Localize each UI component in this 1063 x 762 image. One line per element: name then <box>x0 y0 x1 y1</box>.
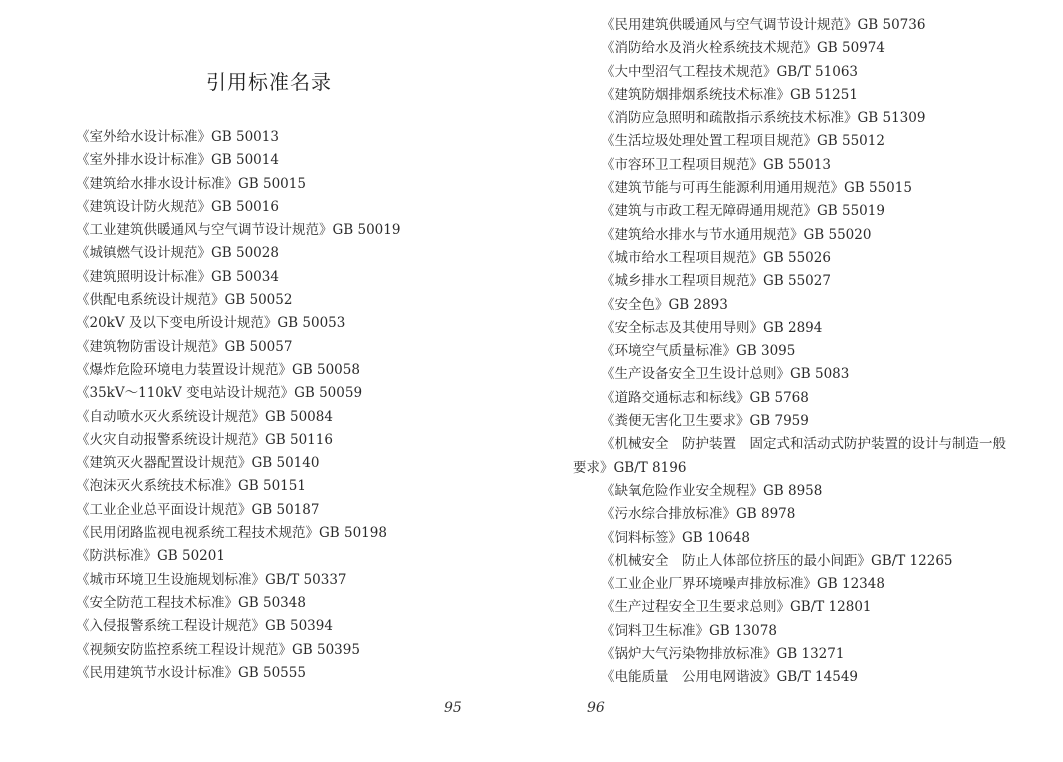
left-page <box>0 0 531 762</box>
list-item: 《机械安全 防止人体部位挤压的最小间距》GB/T 12265 <box>601 552 953 569</box>
list-item: 《自动喷水灭火系统设计规范》GB 50084 <box>76 408 333 425</box>
list-item: 《民用建筑节水设计标准》GB 50555 <box>76 664 306 681</box>
list-item: 《消防给水及消火栓系统技术规范》GB 50974 <box>601 40 885 57</box>
list-item: 《城市环境卫生设施规划标准》GB/T 50337 <box>76 571 347 588</box>
list-item: 《安全标志及其使用导则》GB 2894 <box>601 319 823 336</box>
standards-list-right <box>573 14 1041 690</box>
list-item: 《城市给水工程项目规范》GB 55026 <box>601 249 831 266</box>
list-item: 《建筑给水排水设计标准》GB 50015 <box>76 175 306 192</box>
page-title: 引用标准名录 <box>206 70 332 94</box>
standards-list-left <box>76 126 400 685</box>
page-number: 95 <box>444 700 462 716</box>
list-item: 《电能质量 公用电网谐波》GB/T 14549 <box>601 669 858 686</box>
list-item: 《市容环卫工程项目规范》GB 55013 <box>601 156 831 173</box>
list-item: 《建筑与市政工程无障碍通用规范》GB 55019 <box>601 203 885 220</box>
list-item: 《安全防范工程技术标准》GB 50348 <box>76 594 306 611</box>
list-item: 《机械安全 防护装置 固定式和活动式防护装置的设计与制造一般要求》GB/T 8196 <box>573 436 1006 476</box>
list-item: 《建筑物防雷设计规范》GB 50057 <box>76 338 293 355</box>
list-item: 《缺氧危险作业安全规程》GB 8958 <box>601 482 823 499</box>
list-item: 《防洪标准》GB 50201 <box>76 548 225 565</box>
list-item: 《室外给水设计标准》GB 50013 <box>76 129 279 145</box>
list-item: 《20kV 及以下变电所设计规范》GB 50053 <box>76 315 346 332</box>
list-item: 《民用闭路监视电视系统工程技术规范》GB 50198 <box>76 525 387 542</box>
list-item: 《火灾自动报警系统设计规范》GB 50116 <box>76 431 333 448</box>
page-number: 96 <box>587 700 605 716</box>
list-item: 《工业企业总平面设计规范》GB 50187 <box>76 501 320 518</box>
list-item: 《建筑设计防火规范》GB 50016 <box>76 198 279 215</box>
list-item: 《泡沫灭火系统技术标准》GB 50151 <box>76 478 306 495</box>
list-item: 《供配电系统设计规范》GB 50052 <box>76 292 293 309</box>
list-item: 《消防应急照明和疏散指示系统技术标准》GB 51309 <box>601 110 926 127</box>
list-item: 《城镇燃气设计规范》GB 50028 <box>76 245 279 262</box>
list-item: 《生产设备安全卫生设计总则》GB 5083 <box>601 366 850 383</box>
list-item: 《建筑灭火器配置设计规范》GB 50140 <box>76 455 320 472</box>
list-item: 《建筑给水排水与节水通用规范》GB 55020 <box>601 226 872 243</box>
list-item: 《室外排水设计标准》GB 50014 <box>76 152 279 169</box>
list-item: 《工业企业厂界环境噪声排放标准》GB 12348 <box>601 576 885 593</box>
list-item: 《安全色》GB 2893 <box>601 296 728 313</box>
list-item: 《环境空气质量标准》GB 3095 <box>601 343 796 360</box>
list-item: 《建筑照明设计标准》GB 50034 <box>76 268 279 285</box>
list-item: 《污水综合排放标准》GB 8978 <box>601 506 796 523</box>
list-item: 《爆炸危险环境电力装置设计规范》GB 50058 <box>76 361 360 378</box>
list-item: 《粪便无害化卫生要求》GB 7959 <box>601 413 809 430</box>
right-page <box>531 0 1063 762</box>
list-item: 《建筑防烟排烟系统技术标准》GB 51251 <box>601 86 858 103</box>
list-item: 《生产过程安全卫生要求总则》GB/T 12801 <box>601 599 872 616</box>
list-item: 《大中型沼气工程技术规范》GB/T 51063 <box>601 63 858 80</box>
list-item: 《饲料标签》GB 10648 <box>601 529 750 546</box>
list-item: 《入侵报警系统工程设计规范》GB 50394 <box>76 618 333 635</box>
list-item: 《35kV～110kV 变电站设计规范》GB 50059 <box>76 385 363 402</box>
list-item: 《锅炉大气污染物排放标准》GB 13271 <box>601 646 845 663</box>
list-item: 《民用建筑供暖通风与空气调节设计规范》GB 50736 <box>601 17 926 33</box>
list-item: 《工业建筑供暖通风与空气调节设计规范》GB 50019 <box>76 222 401 239</box>
list-item: 《城乡排水工程项目规范》GB 55027 <box>601 273 831 290</box>
list-item: 《视频安防监控系统工程设计规范》GB 50395 <box>76 641 360 658</box>
list-item: 《道路交通标志和标线》GB 5768 <box>601 389 809 406</box>
list-item: 《生活垃圾处理处置工程项目规范》GB 55012 <box>601 133 885 150</box>
list-item: 《饲料卫生标准》GB 13078 <box>601 622 777 639</box>
list-item: 《建筑节能与可再生能源利用通用规范》GB 55015 <box>601 180 912 197</box>
